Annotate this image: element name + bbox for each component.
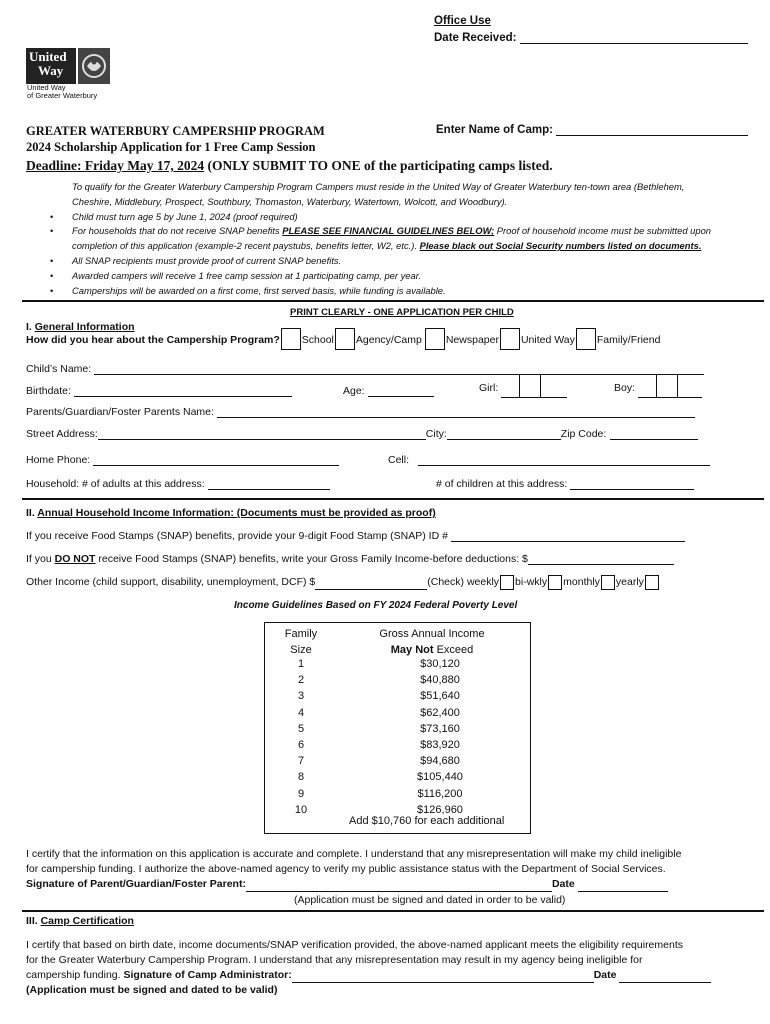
children-row [436, 478, 694, 490]
list-item: • For households that do not receive SNAP benefits PLEASE SEE FINANCIAL GUIDELINES BELOW; Proof of household income must be submitted upon completion of this application (example-2 recent paystubs, benefits letter, W2, etc.). Please black out Social Security numbers listed on documents. [50, 225, 711, 252]
adults-field[interactable] [208, 478, 330, 490]
family-header-line2: Size [290, 644, 312, 656]
guidelines-title: Income Guidelines Based on FY 2024 Federal Poverty Level [234, 600, 518, 611]
family-header-line1: Family [284, 628, 318, 640]
option-school: School [301, 334, 334, 346]
girl-line-left [501, 386, 519, 398]
option-united-way: United Way [520, 334, 575, 346]
child-name-label: Child’s Name: [26, 363, 92, 375]
section-title: Camp Certification [40, 915, 134, 927]
intro-line1: To qualify for the Greater Waterbury Campership Program Campers must reside in the United Way of Greater Waterbury ten-town area (Bethlehem, [72, 181, 685, 192]
section-title: Annual Household Income Information: (Documents must be provided as proof) [37, 507, 436, 519]
yearly-checkbox[interactable] [645, 575, 659, 590]
home-phone-row [26, 454, 339, 466]
black-out-ssn-note: Please black out Social Security numbers listed on documents. [419, 240, 702, 252]
certify-line2: for campership funding. I authorize the above-named agency to verify my public assistance status with the Department of Social Services. [26, 863, 666, 875]
camp-name-label: Enter Name of Camp: [436, 124, 553, 136]
admin-signature-label: Signature of Camp Administrator: [123, 969, 292, 981]
do-not-label: DO NOT [54, 553, 96, 565]
intro-text [50, 180, 760, 210]
address-row [26, 428, 698, 440]
section-number: III. [26, 915, 41, 927]
admin-date-label: Date [593, 969, 617, 981]
financial-guidelines-note: PLEASE SEE FINANCIAL GUIDELINES BELOW; [282, 225, 495, 237]
list-item: • Camperships will be awarded on a first come, first served basis, while funding is available. [50, 284, 446, 296]
monthly-checkbox[interactable] [601, 575, 615, 590]
family-size-cell: 5 [297, 722, 305, 735]
girl-row [479, 374, 567, 398]
birthdate-row [26, 385, 292, 397]
income-limit-cell: $94,680 [420, 755, 460, 768]
parents-label: Parents/Guardian/Foster Parents Name: [26, 406, 214, 418]
age-label: Age: [343, 385, 365, 397]
bullet-award: Awarded campers will receive 1 free camp session at 1 participating camp, per year. [72, 269, 422, 281]
biweekly-checkbox[interactable] [548, 575, 562, 590]
logo-text-united: United [29, 49, 67, 64]
united-way-checkbox[interactable] [500, 328, 520, 350]
parent-signature-label: Signature of Parent/Guardian/Foster Parent: [26, 878, 246, 890]
hear-about-label: How did you hear about the Campership Program? [26, 334, 280, 346]
camp-cert-line1: I certify that based on birth date, income documents/SNAP verification provided, the above-named applicant meets the eligibility requirements [26, 939, 683, 951]
option-family-friend: Family/Friend [596, 334, 661, 346]
camp-certification [26, 938, 764, 998]
gross-income-row [26, 553, 674, 565]
may-not-label: May Not [390, 644, 434, 656]
children-field[interactable] [570, 478, 694, 490]
boy-label: Boy: [614, 382, 636, 394]
admin-date-field[interactable] [619, 971, 711, 983]
family-size-cell: 9 [297, 787, 305, 800]
section-income-heading [26, 507, 436, 519]
child-name-row [26, 363, 704, 375]
section-title: General Information [34, 321, 135, 333]
family-size-cell: 8 [297, 771, 305, 784]
income-limit-cell: $126,960 [417, 803, 463, 816]
family-size-cell: 2 [297, 674, 305, 687]
deadline-note: (ONLY SUBMIT TO ONE of the participating camps listed. [204, 158, 553, 173]
girl-line-right [541, 386, 567, 398]
family-size-cell: 6 [297, 739, 305, 751]
parents-row [26, 406, 695, 418]
school-checkbox[interactable] [281, 328, 301, 350]
other-income-label: Other Income (child support, disability, unemployment, DCF) $ [26, 576, 316, 588]
bullet-first-come: Camperships will be awarded on a first come, first served basis, while funding is available. [72, 284, 446, 296]
gross-income-field[interactable] [528, 553, 674, 565]
parent-certification [26, 847, 764, 892]
age-row [343, 385, 434, 397]
bullet-age: Child must turn age 5 by June 1, 2024 (proof required) [72, 210, 298, 222]
weekly-label: (Check) weekly [427, 576, 500, 588]
home-phone-label: Home Phone: [26, 454, 91, 466]
admin-signature-field[interactable] [292, 971, 594, 983]
section-camp-heading [26, 915, 134, 927]
income-header-line1: Gross Annual Income [379, 628, 485, 640]
camp-cert-line3: campership funding. [26, 969, 124, 981]
deadline [26, 158, 553, 174]
yearly-label: yearly [615, 576, 644, 588]
camp-name-row [436, 124, 748, 136]
bullet-snap-line2: completion of this application (example-2 recent paystubs, benefits letter, W2, etc.). [72, 240, 420, 252]
option-newspaper: Newspaper [445, 334, 499, 346]
income-guidelines-table [264, 622, 531, 834]
option-agency: Agency/Camp [355, 334, 422, 346]
family-size-cell: 3 [297, 690, 305, 703]
bullet-snap-post: Proof of household income must be submitted upon [494, 225, 711, 237]
eligibility-list [50, 180, 760, 298]
cell-row [388, 454, 710, 466]
age-field[interactable] [368, 385, 434, 397]
family-friend-checkbox[interactable] [576, 328, 596, 350]
snap-id-label: If you receive Food Stamps (SNAP) benefits, provide your 9-digit Food Stamp (SNAP) ID # [26, 530, 448, 542]
logo-text-way: Way [38, 63, 64, 78]
girl-checkbox[interactable] [519, 374, 541, 398]
snap-id-row [26, 530, 685, 542]
parent-signature-field[interactable] [246, 880, 552, 892]
gross-income-header [357, 626, 507, 658]
date-received-label [434, 32, 748, 44]
cell-label: Cell: [388, 454, 410, 466]
income-limit-cell: $40,880 [420, 674, 460, 687]
org-line2: of Greater Waterbury [27, 91, 98, 100]
logo-emblem-icon [78, 48, 110, 84]
other-income-field[interactable] [315, 578, 427, 590]
exceed-label: Exceed [433, 644, 474, 656]
family-size-cell: 1 [297, 658, 305, 670]
income-limit-cell: $116,200 [417, 787, 463, 800]
date-received-text: Date Received: [434, 32, 517, 44]
income-limit-cell: $105,440 [417, 771, 463, 784]
parents-field[interactable] [217, 406, 695, 418]
city-label: City: [425, 428, 447, 440]
deadline-label: Deadline: Friday May 17, 2024 [26, 158, 205, 173]
divider [22, 498, 764, 500]
adults-label: Household: # of adults at this address: [26, 478, 205, 490]
income-limit-cell: $51,640 [420, 690, 460, 703]
parent-date-field[interactable] [578, 880, 668, 892]
boy-line-left [638, 386, 656, 398]
section-number: II. [26, 507, 38, 519]
weekly-checkbox[interactable] [500, 575, 514, 590]
parent-date-label: Date [551, 878, 575, 890]
intro-line2: Cheshire, Middlebury, Prospect, Southbury, Thomaston, Waterbury, Watertown, Wolcott, and Woodbury). [72, 195, 508, 207]
zip-label: Zip Code: [560, 428, 607, 440]
parent-signature-note: (Application must be signed and dated in order to be valid) [294, 894, 566, 906]
table-footer: Add $10,760 for each additional [349, 815, 505, 827]
birthdate-label: Birthdate: [26, 385, 71, 397]
program-subtitle: 2024 Scholarship Application for 1 Free Camp Session [26, 140, 316, 154]
org-line1: United Way [27, 83, 66, 92]
divider [22, 910, 764, 912]
family-size-cell: 4 [297, 706, 305, 719]
adults-row [26, 478, 330, 490]
camp-name-field[interactable] [556, 124, 748, 136]
divider [22, 300, 764, 302]
boy-checkbox[interactable] [656, 374, 678, 398]
birthdate-field[interactable] [74, 385, 292, 397]
child-name-field[interactable] [94, 363, 704, 375]
program-title: GREATER WATERBURY CAMPERSHIP PROGRAM [26, 124, 325, 138]
children-label: # of children at this address: [436, 478, 568, 490]
print-clearly: PRINT CLEARLY - ONE APPLICATION PER CHILD [290, 307, 514, 318]
other-income-row [26, 574, 660, 590]
bullet-snap-proof: All SNAP recipients must provide proof of current SNAP benefits. [72, 254, 342, 266]
camp-cert-line2: for the Greater Waterbury Campership Program. I understand that any misrepresentation may result in my agency being ineligible for [26, 954, 643, 966]
certify-line1: I certify that the information on this application is accurate and complete. I understand that any misrepresentation will make my child ineligible [26, 848, 682, 860]
family-size-cell: 7 [297, 755, 305, 768]
section-number: I. [26, 321, 35, 333]
list-item: • Awarded campers will receive 1 free camp session at 1 participating camp, per year. [50, 269, 422, 281]
street-label: Street Address: [26, 428, 98, 440]
office-use-label: Office Use [434, 15, 491, 27]
income-limit-cell: $30,120 [420, 658, 460, 670]
income-limit-cell: $62,400 [420, 706, 460, 719]
home-phone-field[interactable] [93, 454, 339, 466]
newspaper-checkbox[interactable] [425, 328, 445, 350]
cell-field[interactable] [418, 454, 710, 466]
org-name [27, 84, 97, 100]
list-item: • Child must turn age 5 by June 1, 2024 (proof required) [50, 210, 298, 222]
city-field[interactable] [447, 428, 561, 440]
hear-about-row [26, 328, 660, 350]
family-size-cell: 10 [294, 803, 308, 816]
zip-field[interactable] [610, 428, 698, 440]
admin-signature-note: (Application must be signed and dated to be valid) [26, 984, 278, 996]
list-item: • All SNAP recipients must provide proof of current SNAP benefits. [50, 254, 342, 266]
gross-income-pre: If you [26, 553, 55, 565]
family-size-header [279, 626, 323, 658]
agency-camp-checkbox[interactable] [335, 328, 355, 350]
united-way-logo [26, 48, 110, 84]
gross-income-label: receive Food Stamps (SNAP) benefits, write your Gross Family Income-before deductions: $ [95, 553, 528, 565]
income-limit-cell: $73,160 [420, 722, 460, 735]
street-field[interactable] [98, 428, 426, 440]
date-received-field[interactable] [520, 32, 748, 44]
girl-label: Girl: [479, 382, 499, 394]
snap-id-field[interactable] [451, 530, 685, 542]
monthly-label: monthly [563, 576, 600, 588]
bullet-snap-pre: For households that do not receive SNAP benefits [72, 225, 283, 237]
biweekly-label: bi-wkly [515, 576, 548, 588]
boy-row [614, 374, 702, 398]
income-limit-cell: $83,920 [420, 739, 460, 751]
boy-line-right [678, 386, 702, 398]
